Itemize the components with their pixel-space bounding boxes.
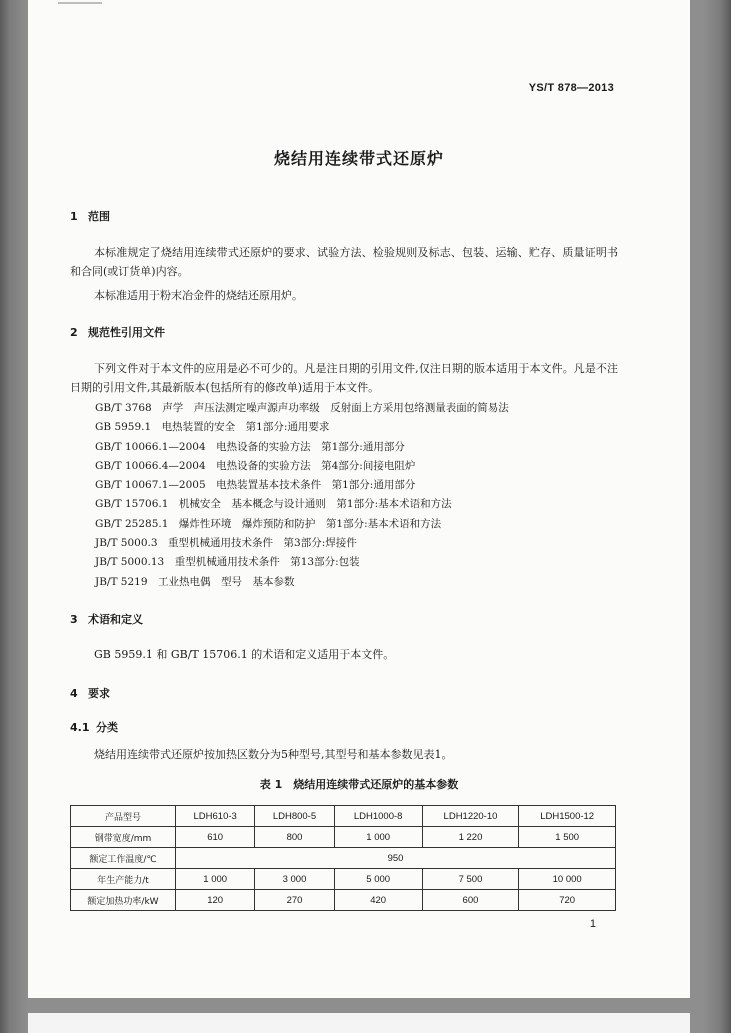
section-title: 范围 [88,210,110,223]
reference-item: GB/T 10067.1—2005 电热装置基本技术条件 第1部分:通用部分 [95,479,416,492]
page-number: 1 [589,918,596,930]
section-title: 分类 [96,721,118,734]
model-cell: LDH610-3 [176,806,255,827]
table-cell: 1 000 [334,827,422,848]
document-page [28,0,690,998]
scope-paragraph-2: 本标准适用于粉末冶金件的烧结还原用炉。 [94,289,303,302]
table-cell: 420 [334,890,422,911]
section-number: 1 [70,210,78,223]
next-page-edge [28,1013,690,1033]
section-number: 2 [70,326,78,339]
section-number: 4.1 [70,721,90,734]
table-row-label: 年生产能力/t [71,869,176,890]
table-cell: 270 [255,890,334,911]
table-cell: 120 [176,890,255,911]
table-cell: 3 000 [255,869,334,890]
section-title: 要求 [88,687,110,700]
section-number: 4 [70,687,78,700]
scope-paragraph-1: 本标准规定了烧结用连续带式还原炉的要求、试验方法、检验规则及标志、包装、运输、贮存、质量证明书和合同(或订货单)内容。 [70,246,618,278]
table-row-label: 钢带宽度/mm [71,827,176,848]
section-3-heading [70,611,143,627]
table-row [71,848,616,869]
page-title: 烧结用连续带式还原炉 [273,149,444,168]
table-cell: 7 500 [422,869,519,890]
model-cell: LDH1500-12 [519,806,616,827]
section-title: 规范性引用文件 [88,326,165,339]
classification-paragraph: 烧结用连续带式还原炉按加热区数分为5种型号,其型号和基本参数见表1。 [94,748,453,761]
table-header-row [71,806,616,827]
section-title: 术语和定义 [88,613,143,626]
section-number: 3 [70,613,78,626]
merged-table-cell: 950 [176,848,616,869]
model-cell: LDH1000-8 [334,806,422,827]
reference-item: JB/T 5000.3 重型机械通用技术条件 第3部分:焊接件 [95,537,357,550]
section-4-1-heading [70,719,118,735]
table-cell: 10 000 [519,869,616,890]
section-2-heading [70,324,165,340]
table-cell: 720 [519,890,616,911]
reference-item: GB/T 3768 声学 声压法测定噪声源声功率级 反射面上方采用包络测量表面的简易法 [95,402,509,414]
table-row-label: 产品型号 [71,806,176,827]
reference-item: JB/T 5219 工业热电偶 型号 基本参数 [95,575,295,588]
table-row-label: 额定加热功率/kW [71,890,176,911]
terms-paragraph: GB 5959.1 和 GB/T 15706.1 的术语和定义适用于本文件。 [94,648,395,661]
table-row [71,827,616,848]
model-cell: LDH1220-10 [422,806,519,827]
parameters-table [70,805,616,911]
reference-item: GB/T 15706.1 机械安全 基本概念与设计通则 第1部分:基本术语和方法 [95,498,452,511]
table-cell: 5 000 [334,869,422,890]
table-cell: 800 [255,827,334,848]
table-caption: 表 1 烧结用连续带式还原炉的基本参数 [259,778,459,791]
scan-corner-mark [58,2,102,4]
section-4-heading [70,685,110,701]
reference-item: GB/T 25285.1 爆炸性环境 爆炸预防和防护 第1部分:基本术语和方法 [95,517,442,530]
table-cell: 1 220 [422,827,519,848]
model-cell: LDH800-5 [255,806,334,827]
reference-item: GB/T 10066.4—2004 电热设备的实验方法 第4部分:间接电阻炉 [95,459,416,472]
table-cell: 1 500 [519,827,616,848]
reference-item: GB/T 10066.1—2004 电热设备的实验方法 第1部分:通用部分 [95,440,405,453]
table-cell: 610 [176,827,255,848]
reference-list [95,399,509,592]
table-cell: 1 000 [176,869,255,890]
table-row [71,869,616,890]
table-row [71,890,616,911]
reference-item: GB 5959.1 电热装置的安全 第1部分:通用要求 [95,421,330,434]
section-1-heading [70,208,110,224]
reference-item: JB/T 5000.13 重型机械通用技术条件 第13部分:包装 [95,556,360,569]
table-cell: 600 [422,890,519,911]
standard-number: YS/T 878—2013 [528,82,614,94]
table-row-label: 额定工作温度/℃ [71,848,176,869]
normative-refs-intro: 下列文件对于本文件的应用是必不可少的。凡是注日期的引用文件,仅注日期的版本适用于本文件。凡是不注日期的引用文件,其最新版本(包括所有的修改单)适用于本文件。 [70,362,618,394]
